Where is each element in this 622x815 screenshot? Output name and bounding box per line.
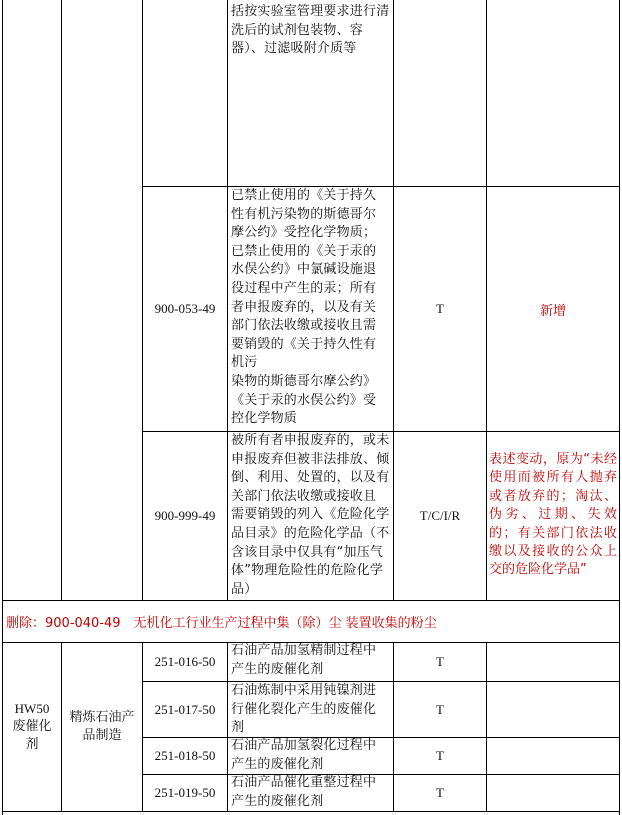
desc-line: 机污: [231, 355, 258, 371]
waste-description: [228, 187, 393, 429]
desc-line: 行催化裂化产生的废催化: [231, 701, 377, 717]
desc-line: 产生的废催化剂: [231, 756, 324, 772]
industry-line: 品制造: [82, 728, 122, 743]
desc-line: 产生的废催化剂: [231, 661, 324, 677]
desc-line: 者申报废弃的，以及有关: [231, 299, 377, 315]
category-line: HW50: [14, 701, 50, 716]
desc-line: 已禁止使用的《关于持久: [231, 188, 377, 203]
desc-line: 水俣公约》中氯碱设施退: [231, 262, 377, 278]
desc-line: 含该目录中仅具有“加压气: [231, 544, 384, 560]
desc-line: 申报废弃但被非法排放、倾: [231, 451, 390, 467]
desc-line: 染物的斯德哥尔摩公约》: [231, 373, 377, 389]
col-divider: [486, 642, 487, 811]
category-line: 剂: [25, 737, 39, 752]
desc-line: 石油产品催化重整过程中: [231, 775, 377, 790]
category-line: 废催化: [12, 719, 52, 734]
desc-line: 倒、利用、处置的，以及有: [231, 470, 390, 486]
desc-line: 产生的废催化剂: [231, 793, 324, 809]
waste-code: 900-053-49: [154, 301, 216, 316]
desc-line: 要销毁的《关于持久性有: [231, 336, 377, 352]
waste-description: [228, 642, 393, 679]
desc-line: 性有机污染物的斯德哥尔: [231, 206, 377, 222]
desc-line: 已禁止使用的《关于汞的: [231, 243, 377, 259]
waste-code: 251-019-50: [154, 785, 216, 800]
industry-line: 精炼石油产: [69, 710, 135, 725]
hazard-property: T: [436, 654, 444, 669]
desc-line: 摩公约》受控化学物质；: [231, 225, 377, 241]
waste-description: [228, 682, 393, 738]
desc-line: 品目录》的危险化学品（不: [231, 525, 390, 541]
waste-category: [3, 643, 61, 811]
desc-line: 需要销毁的列入《危险化学: [231, 507, 390, 523]
border-right: [619, 0, 620, 815]
desc-line: 石油产品加氢裂化过程中: [231, 738, 377, 753]
waste-description: [228, 432, 393, 599]
desc-line: 品）: [231, 581, 258, 597]
hazard-property: T/C/I/R: [419, 508, 461, 523]
remark-new: 新增: [539, 303, 566, 319]
waste-code: 900-999-49: [154, 508, 216, 523]
waste-description: [228, 774, 393, 811]
desc-line: 役过程中产生的汞；所有: [231, 280, 377, 296]
hazard-property: T: [436, 301, 444, 316]
hazard-property: T: [436, 748, 444, 763]
desc-line: 关部门依法收缴或接收且: [231, 488, 377, 504]
waste-description: 括按实验室管理要求进行清洗后的试剂包装物、容器）、过滤吸附介质等: [231, 4, 390, 57]
desc-line: 控化学物质: [231, 411, 298, 427]
waste-code: 251-018-50: [154, 748, 216, 763]
desc-line: 石油产品加氢精制过程中: [231, 643, 377, 658]
remark-change: 表述变动，原为“未经使用而被所有人抛弃或者放弃的；淘汰、伪劣、过期、失效的；有关部门依法收缴以及接收的公众上交的危险化学品”: [489, 452, 617, 578]
deletion-notice: 删除：900-040-49 无机化工行业生产过程中集（除）尘 装置收集的粉尘: [6, 616, 437, 631]
industry-source: [62, 643, 142, 811]
waste-description: [228, 737, 393, 774]
desc-line: 部门依法收缴或接收且需: [231, 318, 377, 334]
hazard-property: T: [436, 785, 444, 800]
waste-code: 251-017-50: [154, 701, 216, 717]
desc-line: 被所有者申报废弃的，或未: [231, 433, 390, 448]
desc-line: 体”物理危险性的危险化学: [231, 563, 384, 579]
desc-line: 石油炼制中采用钝镍剂进: [231, 683, 377, 698]
desc-line: 《关于汞的水俣公约》受: [231, 392, 377, 408]
waste-code: 251-016-50: [154, 654, 216, 669]
hazard-property: T: [436, 701, 444, 717]
desc-line: 剂: [231, 720, 245, 736]
col-divider: [61, 0, 62, 600]
